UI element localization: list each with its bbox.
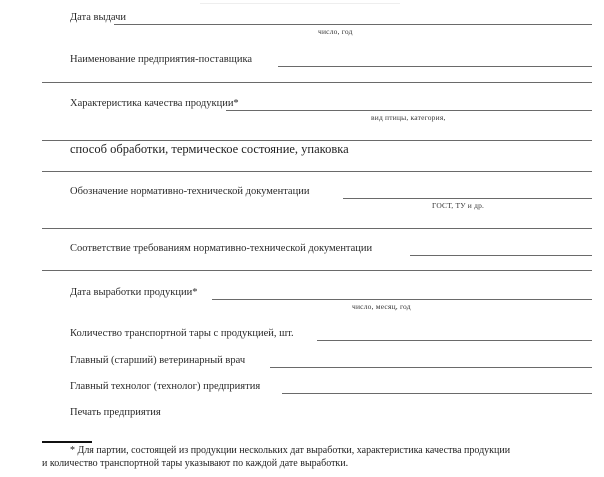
quality-label: Характеристика качества продукции* [70,98,239,109]
ntd-field[interactable] [343,198,592,199]
footnote-line-1: * Для партии, состоящей из продукции нескольких дат выработки, характеристика качества продукции [70,445,511,456]
technologist-label: Главный технолог (технолог) предприятия [70,381,261,392]
supplier-field[interactable] [278,66,592,67]
ntd-field-continuation[interactable] [42,228,592,229]
technologist-signature-field[interactable] [282,393,592,394]
container-count-field[interactable] [317,340,592,341]
quality-field[interactable] [226,110,592,111]
compliance-field[interactable] [410,255,592,256]
ntd-label: Обозначение нормативно-технической документации [70,186,310,197]
compliance-label: Соответствие требованиям нормативно-технической документации [70,243,373,254]
production-date-label: Дата выработки продукции* [70,287,198,298]
quality-field-continuation[interactable] [42,140,592,141]
vet-signature-field[interactable] [270,367,592,368]
footnote-rule [42,441,92,443]
quality-field-continuation-2[interactable] [42,171,592,172]
quality-caption: вид птицы, категория, [371,113,446,122]
production-date-field[interactable] [212,299,592,300]
footnote-line-2: и количество транспортной тары указывают по каждой дате выработки. [42,458,349,469]
issue-date-caption: число, год [318,27,353,36]
supplier-field-continuation[interactable] [42,82,592,83]
vet-label: Главный (старший) ветеринарный врач [70,355,246,366]
supplier-label: Наименование предприятия-поставщика [70,54,253,65]
issue-date-field[interactable] [114,24,592,25]
ntd-caption: ГОСТ, ТУ и др. [432,201,485,210]
quality-caption-2: способ обработки, термическое состояние, упаковка [70,142,349,156]
production-date-caption: число, месяц, год [352,302,411,311]
compliance-field-continuation[interactable] [42,270,592,271]
container-count-label: Количество транспортной тары с продукцией, шт. [70,328,294,339]
top-ghost-line [200,3,400,4]
stamp-label: Печать предприятия [70,407,161,418]
issue-date-label: Дата выдачи [70,12,127,23]
